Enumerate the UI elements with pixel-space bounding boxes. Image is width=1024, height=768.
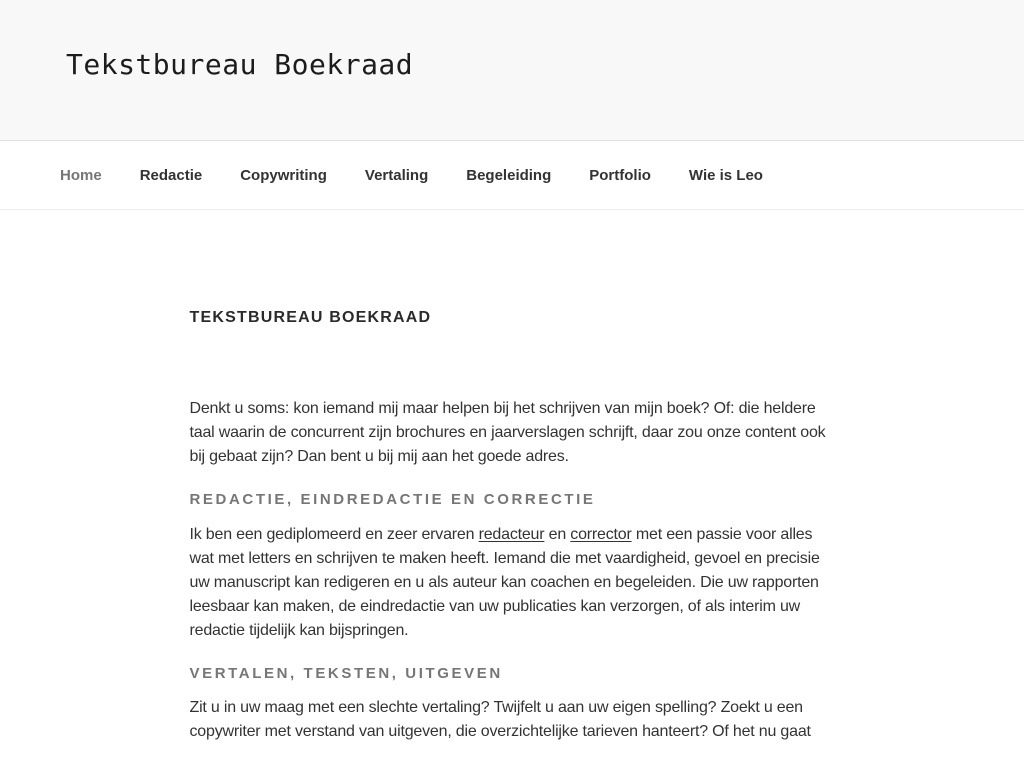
- nav-item-redactie[interactable]: Redactie: [139, 166, 203, 184]
- redactie-text-between: en: [548, 525, 567, 543]
- nav-item-portfolio[interactable]: Portfolio: [589, 166, 651, 184]
- redacteur-link[interactable]: redacteur: [478, 525, 545, 543]
- section-heading-vertalen: VERTALEN, TEKSTEN, UITGEVEN: [189, 664, 503, 682]
- nav-item-copywriting[interactable]: Copywriting: [240, 166, 327, 184]
- page-title: TEKSTBUREAU BOEKRAAD: [189, 309, 432, 326]
- intro-paragraph: Denkt u soms: kon iemand mij maar helpen bij het schrijven van mijn boek? Of: die heldere taal waarin de concurrent zijn brochures en jaarverslagen schrijft, daar zou onze content ook bij gebaat zijn? Dan bent u bij mij aan het goede adres.: [189, 399, 826, 465]
- section-heading-redactie: REDACTIE, EINDREDACTIE EN CORRECTIE: [189, 490, 596, 508]
- nav-item-vertaling[interactable]: Vertaling: [364, 166, 429, 184]
- nav-item-wie-is-leo[interactable]: Wie is Leo: [688, 166, 763, 184]
- redactie-text-after: met een passie voor alles wat met letters en schrijven te maken heeft. Iemand die met vaardigheid, gevoel en precisie uw manuscript kan redigeren en u als auteur kan coachen en begeleiden. Die uw rapporten leesbaar kan maken, de eindredactie van uw publicaties kan verzorgen, of als interim uw redactie tijdelijk kan bijspringen.: [189, 525, 820, 639]
- site-title[interactable]: Tekstbureau Boekraad: [66, 48, 414, 81]
- vertalen-paragraph: Zit u in uw maag met een slechte vertaling? Twijfelt u aan uw eigen spelling? Zoekt u een copywriter met verstand van uitgeven, die overzichtelijke tarieven hanteert? Of het nu gaat: [189, 699, 811, 741]
- corrector-link[interactable]: corrector: [570, 525, 632, 543]
- main-navigation: [0, 140, 1024, 210]
- redactie-text-before: Ik ben een gediplomeerd en zeer ervaren: [189, 525, 475, 543]
- redactie-paragraph: [190, 523, 835, 643]
- page-content: [0, 210, 1024, 744]
- site-header: [0, 0, 1024, 140]
- content-column: [190, 310, 835, 744]
- nav-item-begeleiding[interactable]: Begeleiding: [466, 166, 552, 184]
- nav-item-home[interactable]: Home: [60, 166, 102, 184]
